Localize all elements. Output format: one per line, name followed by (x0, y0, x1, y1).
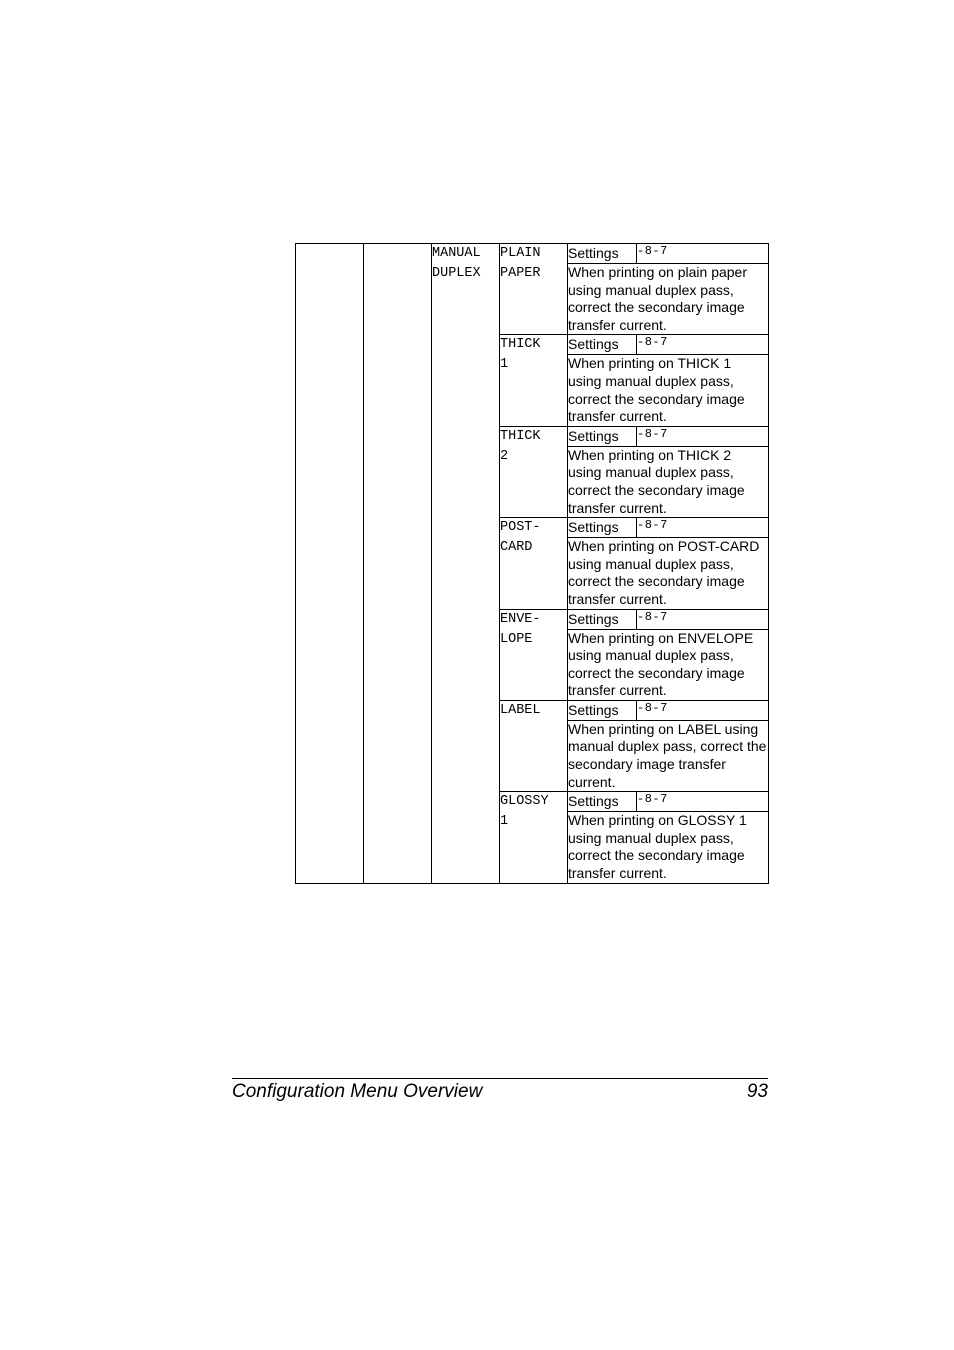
empty-column-2 (364, 244, 432, 884)
empty-column-1 (296, 244, 364, 884)
menu-item-name: PLAIN PAPER (500, 244, 568, 335)
settings-label: Settings (568, 792, 637, 812)
menu-item-name: THICK 1 (500, 335, 568, 426)
settings-value: -8-7 (637, 792, 769, 812)
footer-title: Configuration Menu Overview (232, 1081, 483, 1102)
settings-value: -8-7 (637, 244, 769, 264)
menu-group-name: MANUAL DUPLEX (432, 244, 500, 884)
settings-value: -8-7 (637, 518, 769, 538)
menu-item-name: LABEL (500, 700, 568, 791)
settings-label: Settings (568, 518, 637, 538)
menu-item-description: When printing on THICK 1 using manual duplex pass, correct the secondary image transfer current. (568, 355, 769, 426)
menu-item-description: When printing on POST-CARD using manual duplex pass, correct the secondary image transfer current. (568, 538, 769, 609)
settings-label: Settings (568, 335, 637, 355)
settings-value: -8-7 (637, 609, 769, 629)
menu-item-description: When printing on THICK 2 using manual duplex pass, correct the secondary image transfer current. (568, 446, 769, 517)
menu-item-description: When printing on plain paper using manual duplex pass, correct the secondary image transfer current. (568, 264, 769, 335)
configuration-menu-table (295, 243, 769, 884)
menu-item-name: THICK 2 (500, 426, 568, 517)
menu-item-name: ENVE- LOPE (500, 609, 568, 700)
settings-value: -8-7 (637, 700, 769, 720)
page-number: 93 (746, 1081, 768, 1102)
footer-rule (232, 1078, 768, 1079)
menu-item-description: When printing on ENVELOPE using manual duplex pass, correct the secondary image transfer current. (568, 629, 769, 700)
menu-item-name: GLOSSY 1 (500, 792, 568, 883)
settings-label: Settings (568, 426, 637, 446)
menu-item-row (296, 244, 769, 264)
menu-item-name: POST- CARD (500, 518, 568, 609)
settings-label: Settings (568, 700, 637, 720)
settings-label: Settings (568, 609, 637, 629)
settings-label: Settings (568, 244, 637, 264)
settings-value: -8-7 (637, 426, 769, 446)
menu-item-description: When printing on GLOSSY 1 using manual duplex pass, correct the secondary image transfer current. (568, 812, 769, 883)
menu-item-description: When printing on LABEL using manual duplex pass, correct the secondary image transfer current. (568, 720, 769, 791)
settings-value: -8-7 (637, 335, 769, 355)
